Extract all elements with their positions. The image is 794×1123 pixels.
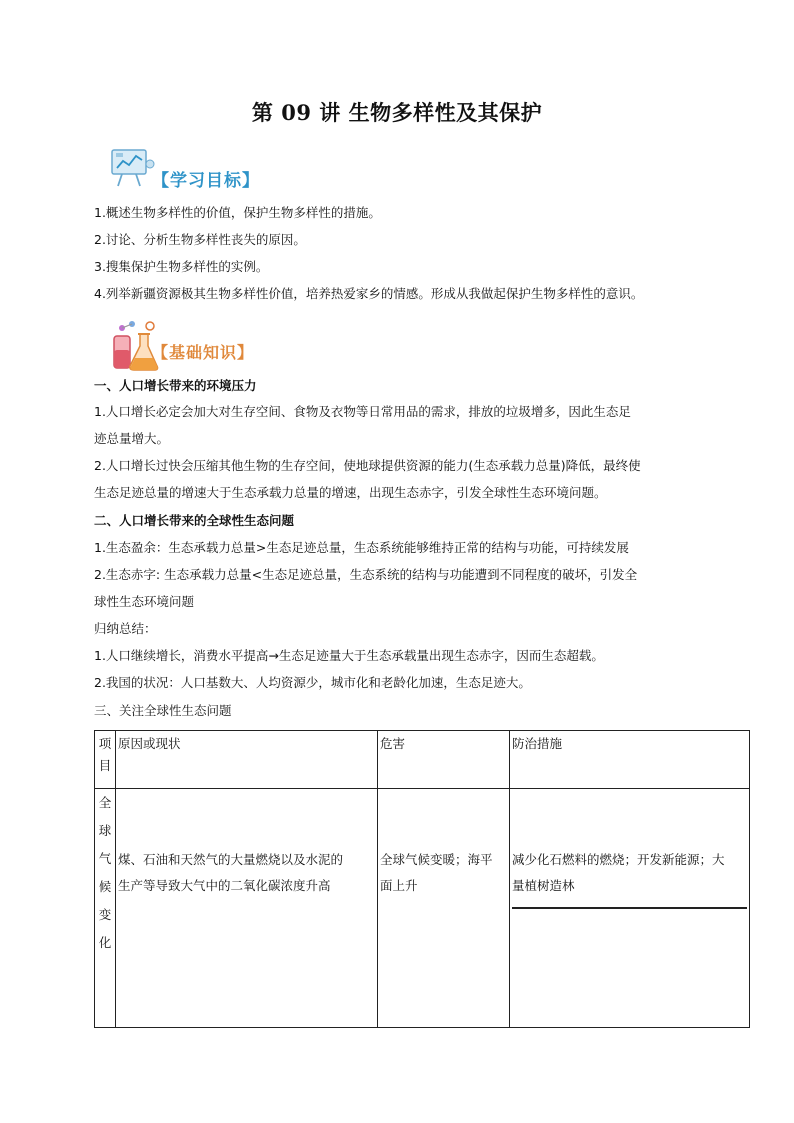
header-harm-cell: 危害 xyxy=(378,731,510,789)
table-header-row xyxy=(95,731,750,789)
row-cause-cell: 煤、石油和天然气的大量燃烧以及水泥的 生产等导致大气中的二氧化碳浓度升高 xyxy=(116,789,378,1028)
body-line: 2.人口增长过快会压缩其他生物的生存空间，使地球提供资源的能力(生态承载力总量)降低，最终使 xyxy=(94,458,641,473)
body-line: 2.我国的状况：人口基数大、人均资源少，城市化和老龄化加速，生态足迹大。 xyxy=(94,675,531,690)
page-title: 第 09 讲 生物多样性及其保护 xyxy=(251,100,543,125)
objective-item: 2.讨论、分析生物多样性丧失的原因。 xyxy=(94,232,306,247)
presentation-board-icon xyxy=(108,148,156,188)
objective-item: 4.列举新疆资源极其生物多样性价值，培养热爱家乡的情感。形成从我做起保护生物多样性的意识。 xyxy=(94,286,644,301)
objective-item: 1.概述生物多样性的价值，保护生物多样性的措施。 xyxy=(94,205,381,220)
body-line: 1.人口增长必定会加大对生存空间、食物及衣物等日常用品的需求，排放的垃圾增多，因此生态足 xyxy=(94,404,631,419)
cell-divider xyxy=(512,907,747,909)
header-measures-cell: 防治措施 xyxy=(510,731,750,789)
header-cause-cell: 原因或现状 xyxy=(116,731,378,789)
body-line: 归纳总结： xyxy=(94,621,157,636)
global-ecology-table xyxy=(94,730,750,1028)
part-heading: 三、关注全球性生态问题 xyxy=(94,703,232,718)
objective-item: 3.搜集保护生物多样性的实例。 xyxy=(94,259,269,274)
section-label: 【学习目标】 xyxy=(152,171,260,191)
body-line: 1.生态盈余：生态承载力总量>生态足迹总量，生态系统能够维持正常的结构与功能，可持续发展 xyxy=(94,540,629,555)
section-label: 【基础知识】 xyxy=(152,343,255,362)
body-line: 1.人口继续增长，消费水平提高→生态足迹量大于生态承载量出现生态赤字，因而生态超载。 xyxy=(94,648,604,663)
part-heading: 一、人口增长带来的环境压力 xyxy=(94,378,257,393)
row-harm-cell: 全球气候变暖；海平 面上升 xyxy=(378,789,510,1028)
body-line: 迹总量增大。 xyxy=(94,431,170,446)
body-line: 2.生态赤字: 生态承载力总量<生态足迹总量，生态系统的结构与功能遭到不同程度的破坏，引发全 xyxy=(94,567,638,582)
header-item-cell: 项 目 xyxy=(95,731,116,789)
row-measures-cell: 减少化石燃料的燃烧；开发新能源；大 量植树造林 xyxy=(510,789,750,1028)
row-item-cell: 全 球 气 候 变 化 xyxy=(95,789,116,1028)
body-line: 生态足迹总量的增速大于生态承载力总量的增速，出现生态赤字，引发全球性生态环境问题。 xyxy=(94,485,607,500)
table-row xyxy=(95,789,750,1028)
body-line: 球性生态环境问题 xyxy=(94,594,195,609)
part-heading: 二、人口增长带来的全球性生态问题 xyxy=(94,513,295,528)
